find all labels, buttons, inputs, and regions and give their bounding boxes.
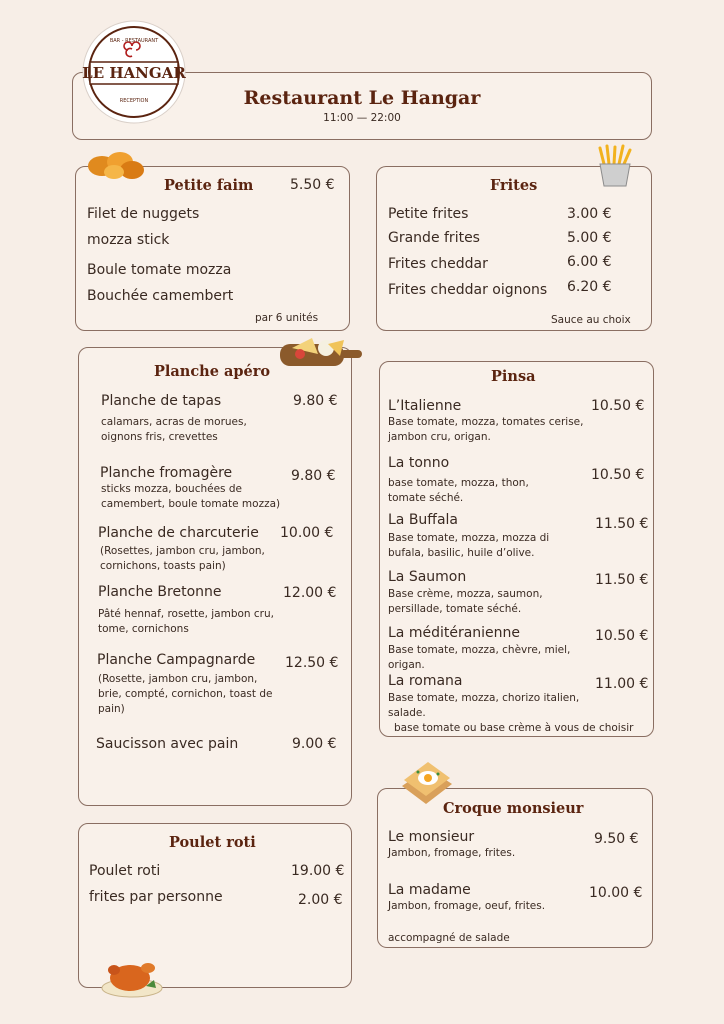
petite-faim-item: Boule tomate mozza [87,262,232,278]
pinsa-item-desc: Base tomate, mozza, chèvre, miel, origan. [388,644,571,671]
frites-item-price: 6.20 € [567,279,612,295]
planche-item-price: 10.00 € [280,525,334,541]
pinsa-item-desc: Base tomate, mozza, mozza di bufala, basilic, huile d’olive. [388,532,550,559]
frites-item-name: Frites cheddar oignons [388,282,548,298]
frites-item-name: Frites cheddar [388,256,488,272]
logo-text: LE HANGAR [82,64,186,82]
fries-icon [594,144,636,192]
planche-item-name: Planche Campagnarde [97,652,256,668]
pinsa-item-price: 11.00 € [595,676,649,692]
croque-item-desc: Jambon, fromage, frites. [388,847,516,859]
croque-item-desc: Jambon, fromage, oeuf, frites. [388,900,546,912]
frites-item-name: Grande frites [388,230,480,246]
petite-faim-item: Filet de nuggets [87,206,200,222]
pinsa-title: Pinsa [491,368,536,385]
petite-faim-item: mozza stick [87,232,170,248]
poulet-item-price: 2.00 € [298,892,343,908]
pinsa-item-name: La tonno [388,455,450,471]
pinsa-item-price: 10.50 € [591,467,645,483]
pinsa-item-price: 10.50 € [591,398,645,414]
planche-item-name: Planche de charcuterie [98,525,259,541]
planche-item-desc: calamars, acras de morues, oignons fris, crevettes [101,416,247,443]
pinsa-item-name: L’Italienne [388,398,462,414]
page-title: Restaurant Le Hangar [243,87,481,109]
frites-item-price: 3.00 € [567,206,612,222]
pinsa-item-desc: Base tomate, mozza, chorizo italien, salade. [388,692,580,719]
croque-sandwich-icon [398,758,456,812]
pinsa-item-price: 11.50 € [595,572,649,588]
pinsa-item-name: La Saumon [388,569,467,585]
croque-item-name: Le monsieur [388,829,475,845]
cheese-board-icon [278,330,364,374]
frites-item-name: Petite frites [388,206,469,222]
pinsa-item-name: La Buffala [388,512,458,528]
petite-faim-price: 5.50 € [290,177,335,193]
frites-note: Sauce au choix [551,314,631,326]
croque-item-price: 10.00 € [589,885,643,901]
planche-item-price: 9.00 € [292,736,337,752]
poulet-item-name: Poulet roti [89,863,161,879]
frites-item-price: 5.00 € [567,230,612,246]
pinsa-item-price: 11.50 € [595,516,649,532]
poulet-item-name: frites par personne [89,889,223,905]
petite-faim-title: Petite faim [164,177,254,194]
planche-item-desc: Pâté hennaf, rosette, jambon cru, tome, cornichons [98,608,274,635]
pinsa-item-desc: Base crème, mozza, saumon, persillade, tomate séché. [388,588,543,615]
pinsa-item-name: La méditéranienne [388,625,521,641]
petite-faim-item: Bouchée camembert [87,288,234,304]
logo-bottom-text: RECEPTION [119,98,149,104]
nuggets-icon [84,146,148,186]
logo [82,20,186,124]
pinsa-note: base tomate ou base crème à vous de choisir [394,722,634,734]
petite-faim-note: par 6 unités [255,312,319,324]
frites-title: Frites [490,177,538,194]
planche-item-desc: sticks mozza, bouchées de camembert, boule tomate mozza) [101,483,281,510]
planche-item-price: 9.80 € [291,468,336,484]
planche-item-name: Saucisson avec pain [96,736,239,752]
pinsa-item-desc: Base tomate, mozza, tomates cerise, jambon cru, origan. [388,416,584,443]
planche-item-desc: (Rosette, jambon cru, jambon, brie, compté, cornichon, toast de pain) [98,673,273,715]
croque-item-name: La madame [388,882,471,898]
planche-item-price: 12.50 € [285,655,339,671]
planche-item-price: 12.00 € [283,585,337,601]
pinsa-item-desc: base tomate, mozza, thon, tomate séché. [388,477,529,504]
pinsa-item-price: 10.50 € [595,628,649,644]
poulet-title: Poulet roti [169,834,256,851]
roast-chicken-icon [100,950,164,1004]
planche-item-name: Planche Bretonne [98,584,222,600]
pinsa-item-name: La romana [388,673,463,689]
croque-note: accompagné de salade [388,932,510,944]
opening-hours: 11:00 — 22:00 [323,112,401,124]
planche-item-name: Planche de tapas [101,393,222,409]
planche-title: Planche apéro [154,363,271,380]
poulet-item-price: 19.00 € [291,863,345,879]
planche-item-name: Planche fromagère [100,465,233,481]
croque-item-price: 9.50 € [594,831,639,847]
planche-item-price: 9.80 € [293,393,338,409]
logo-top-text: BAR - RESTAURANT [109,38,159,44]
croque-title: Croque monsieur [443,800,584,817]
frites-item-price: 6.00 € [567,254,612,270]
planche-item-desc: (Rosettes, jambon cru, jambon, cornichons, toasts pain) [100,545,265,572]
